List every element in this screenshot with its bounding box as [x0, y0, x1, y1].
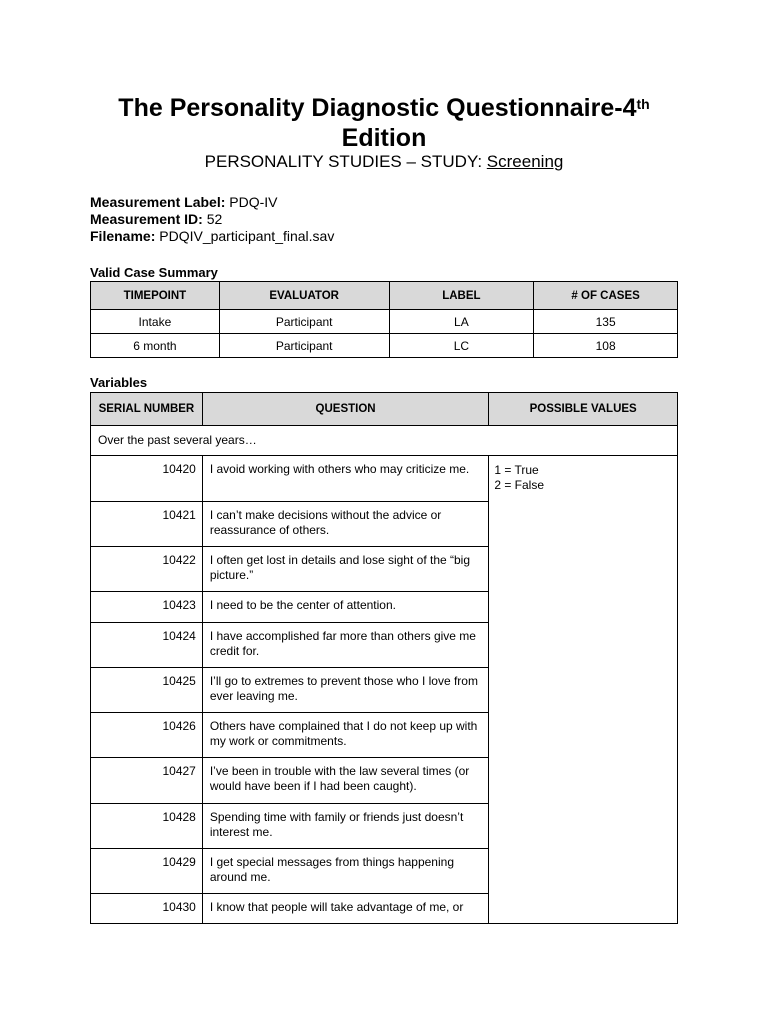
serial-number: 10426 — [91, 713, 203, 758]
measurement-label-line — [90, 194, 278, 211]
question-text: I have accomplished far more than others give me credit for. — [202, 623, 488, 668]
question-text: I’ve been in trouble with the law several times (or would have been if I had been caught). — [202, 758, 488, 804]
measurement-label-value: PDQ-IV — [229, 194, 278, 210]
document-subtitle — [90, 152, 678, 172]
summary-cell: Intake — [91, 310, 220, 334]
question-text: I avoid working with others who may criticize me. — [202, 456, 488, 502]
question-text: I often get lost in details and lose sight of the “big picture.” — [202, 547, 488, 592]
summary-col-evaluator: EVALUATOR — [219, 282, 389, 310]
serial-number: 10428 — [91, 804, 203, 849]
question-text: I can’t make decisions without the advice or reassurance of others. — [202, 502, 488, 547]
summary-cell: Participant — [219, 334, 389, 358]
measurement-id-value: 52 — [206, 211, 223, 227]
filename-line — [90, 228, 334, 245]
serial-number: 10430 — [91, 894, 203, 924]
title-superscript: th — [636, 96, 650, 112]
summary-cell: 6 month — [91, 334, 220, 358]
serial-number: 10424 — [91, 623, 203, 668]
intro-row — [91, 426, 678, 456]
serial-number: 10423 — [91, 592, 203, 623]
summary-col-cases: # OF CASES — [534, 282, 678, 310]
summary-cell: 108 — [534, 334, 678, 358]
summary-col-timepoint: TIMEPOINT — [91, 282, 220, 310]
summary-cell: LA — [389, 310, 534, 334]
summary-header-row — [91, 282, 678, 310]
question-text: I’ll go to extremes to prevent those who I love from ever leaving me. — [202, 668, 488, 713]
variables-col-values: POSSIBLE VALUES — [489, 393, 678, 426]
variables-col-serial: SERIAL NUMBER — [91, 393, 203, 426]
variables-header-row — [91, 393, 678, 426]
intro-text: Over the past several years… — [91, 426, 678, 456]
measurement-label-key: Measurement Label: — [90, 194, 226, 210]
serial-number: 10422 — [91, 547, 203, 592]
question-text: I know that people will take advantage of me, or — [202, 894, 488, 924]
summary-heading: Valid Case Summary — [90, 265, 218, 280]
question-text: Others have complained that I do not keep up with my work or commitments. — [202, 713, 488, 758]
study-name: Screening — [486, 152, 564, 171]
document-title — [90, 93, 678, 123]
question-text: I get special messages from things happening around me. — [202, 849, 488, 894]
filename-key: Filename: — [90, 228, 156, 244]
variables-col-question: QUESTION — [202, 393, 488, 426]
summary-cell: Participant — [219, 310, 389, 334]
subtitle-prefix: PERSONALITY STUDIES – STUDY: — [204, 152, 487, 171]
possible-value: 2 = False — [494, 478, 545, 492]
serial-number: 10425 — [91, 668, 203, 713]
variables-heading: Variables — [90, 375, 148, 390]
question-text: I need to be the center of attention. — [202, 592, 488, 623]
table-row — [91, 456, 678, 502]
measurement-id-key: Measurement ID: — [90, 211, 203, 227]
case-summary-table — [90, 281, 678, 358]
serial-number: 10421 — [91, 502, 203, 547]
measurement-id-line — [90, 211, 222, 228]
possible-value: 1 = True — [494, 463, 539, 477]
variables-table — [90, 392, 678, 924]
serial-number: 10420 — [91, 456, 203, 502]
summary-cell: 135 — [534, 310, 678, 334]
table-row — [91, 334, 678, 358]
filename-value: PDQIV_participant_final.sav — [159, 228, 335, 244]
possible-values-cell — [489, 456, 678, 924]
table-row — [91, 310, 678, 334]
title-main: The Personality Diagnostic Questionnaire-4 — [118, 94, 637, 122]
question-text: Spending time with family or friends just doesn’t interest me. — [202, 804, 488, 849]
document-title-line2: Edition — [341, 124, 427, 152]
summary-cell: LC — [389, 334, 534, 358]
serial-number: 10427 — [91, 758, 203, 804]
summary-col-label: LABEL — [389, 282, 534, 310]
serial-number: 10429 — [91, 849, 203, 894]
